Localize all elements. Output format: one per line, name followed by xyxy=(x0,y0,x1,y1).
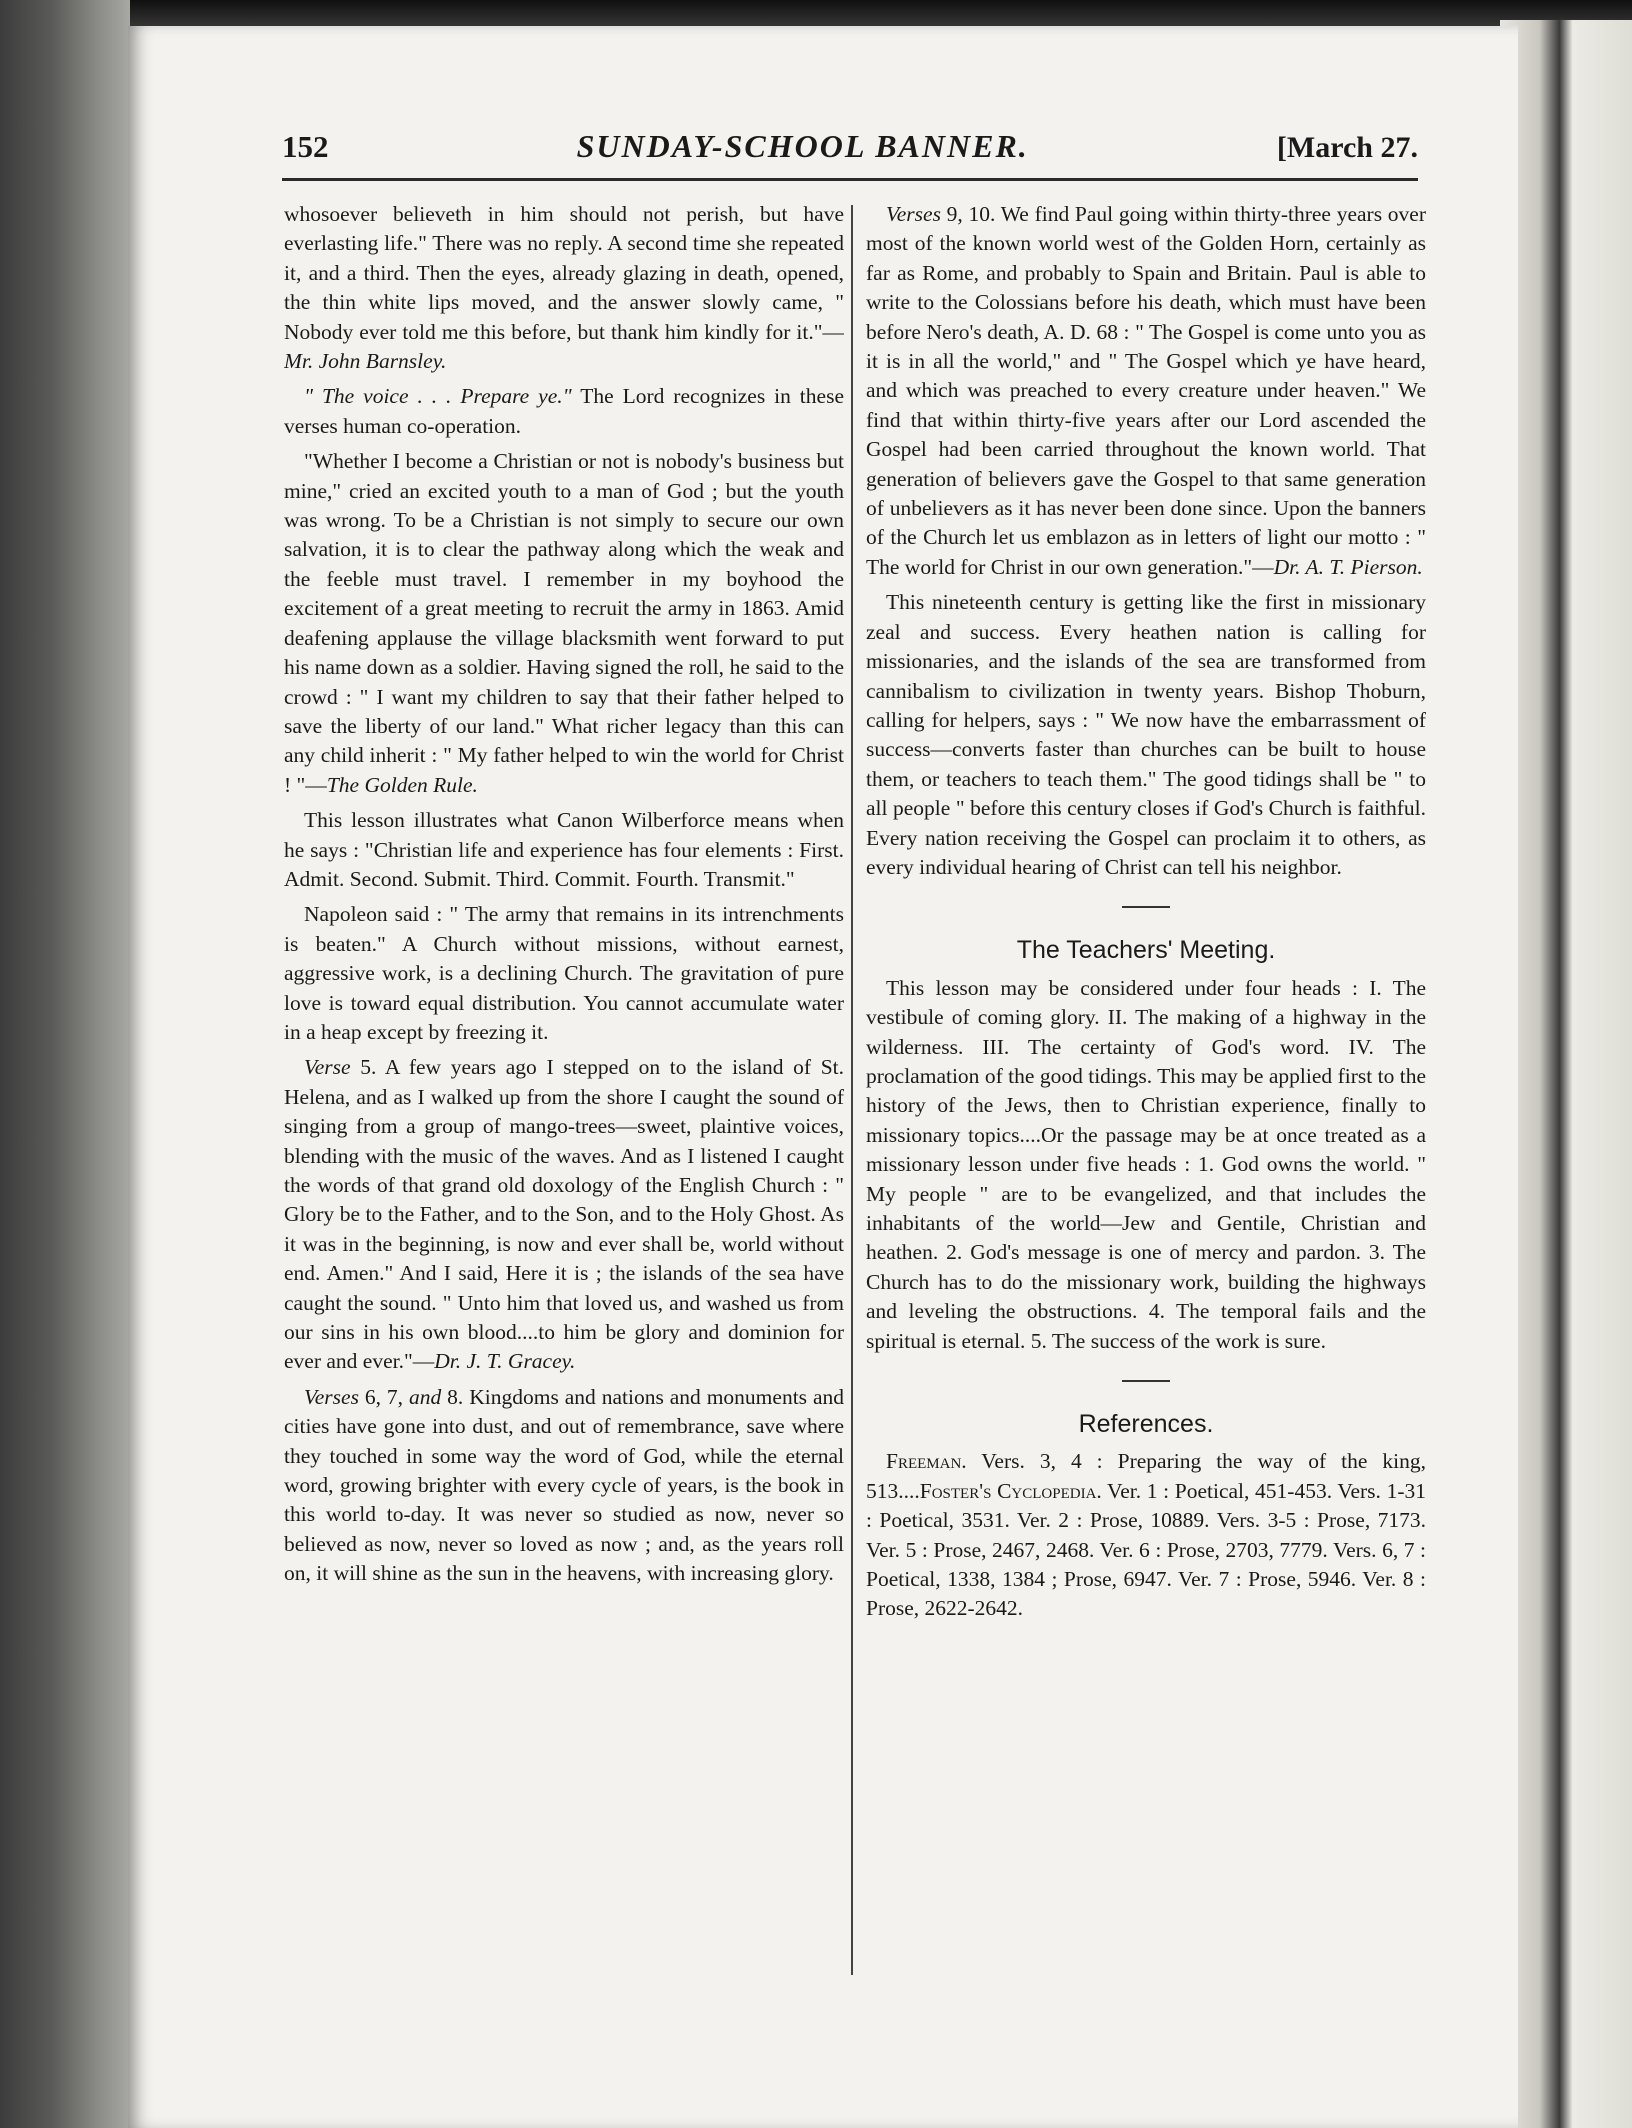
verse-label: Verses xyxy=(304,1384,359,1409)
references-paragraph: Freeman. Vers. 3, 4 : Preparing the way of the king, 513....Foster's Cyclopedia. Ver. 1 : Poetical, 451-453. Vers. 1-31 : Poetical, 3531. Ver. 2 : Prose, 10889. Vers. 3-5 : Prose, 7173. Ver. 5 : Prose, 2467, 2468. Ver. 6 : Prose, 2703, 7779. Vers. 6, 7 : Poetical, 1338, 1384 ; Prose, 6947. Ver. 7 : Prose, 5946. Ver. 8 : Prose, 2622-2642. xyxy=(866,1449,1426,1621)
citation: Dr. A. T. Pierson. xyxy=(1273,554,1423,579)
reference-source: Foster's Cyclopedia. xyxy=(919,1478,1102,1503)
issue-date: [March 27. xyxy=(1276,131,1418,164)
references-heading: References. xyxy=(1078,1410,1214,1439)
page-number: 152 xyxy=(282,129,329,164)
paragraph: This lesson illustrates what Canon Wilberforce means when he says : "Christian life and experience has four elements : First. Admit. Second. Submit. Third. Commit. Fourth. Transmit." xyxy=(284,808,844,891)
verse-label: Verse xyxy=(304,1055,351,1080)
page-header xyxy=(282,128,1418,174)
paragraph: Napoleon said : " The army that remains in its intrenchments is beaten." A Church without missions, without earnest, aggressive work, is a declining Church. The gravitation of pure love is toward equal distribution. You cannot accumulate water in a heap except by freezing it. xyxy=(284,902,844,1044)
book-binding-edge xyxy=(0,0,130,2128)
paragraph: Verses 6, 7, and 8. Kingdoms and nations and monuments and cities have gone into dust, and out of remembrance, save where they touched in some way the word of God, while the eternal word, growing brighter with every cycle of years, is the book in this world to-day. It was never so studied as now, never so believed as now, never so loved as now ; and, as the years roll on, it will shine as the sun in the heavens, with increasing glory. xyxy=(284,1384,844,1586)
paragraph: This lesson may be considered under four heads : I. The vestibule of coming glory. II. The making of a highway in the wilderness. III. The certainty of God's word. IV. The proclamation of the good tidings. This may be applied first to the history of the Jews, then to Christian experience, finally to missionary topics....Or the passage may be at once treated as a missionary lesson under five heads : 1. God owns the world. " My people " are to be evangelized, and that includes the inhabitants of the world—Jew and Gentile, Christian and heathen. 2. God's message is one of mercy and pardon. 3. The Church has to do the missionary work, building the highways and leveling the obstructions. 4. The temporal fails and the spiritual is eternal. 5. The success of the work is sure. xyxy=(866,975,1426,1353)
verse-label: Verses xyxy=(886,202,941,226)
citation: Dr. J. T. Gracey. xyxy=(434,1349,576,1374)
section-divider xyxy=(1122,1380,1170,1382)
header-rule xyxy=(282,178,1418,181)
page-stack-edge xyxy=(1500,20,1632,2128)
journal-title: SUNDAY-SCHOOL BANNER. xyxy=(576,128,1029,164)
teachers-meeting-heading: The Teachers' Meeting. xyxy=(1016,936,1276,965)
citation: Mr. John Barnsley. xyxy=(284,349,447,374)
paragraph: whosoever believeth in him should not perish, but have everlasting life." There was no reply. A second time she repeated it, and a third. Then the eyes, already glazing in death, opened, the thin white lips moved, and the answer slowly came, " Nobody ever told me this before, but thank him kindly for it."—Mr. John Barnsley. xyxy=(284,202,844,374)
left-column xyxy=(284,200,844,2000)
right-column xyxy=(866,200,1426,2000)
citation: The Golden Rule. xyxy=(326,772,478,797)
scripture-quote: " The voice . . . Prepare ye." xyxy=(304,384,572,409)
paragraph: "Whether I become a Christian or not is nobody's business but mine," cried an excited youth to a man of God ; but the youth was wrong. To be a Christian is not simply to secure our own salvation, it is to clear the pathway along which the weak and the feeble must travel. I remember in my boyhood the excitement of a great meeting to recruit the army in 1863. Amid deafening applause the village blacksmith went forward to put his name down as a soldier. Having signed the roll, he said to the crowd : " I want my children to say that their father helped to save the liberty of our land." What richer legacy than this can any child inherit : " My father helped to win the world for Christ ! "—The Golden Rule. xyxy=(284,449,844,797)
section-divider xyxy=(1122,906,1170,908)
column-separator xyxy=(851,205,853,1975)
paragraph: Verse 5. A few years ago I stepped on to the island of St. Helena, and as I walked up from the shore I caught the sound of singing from a group of mango-trees—sweet, plaintive voices, blending with the music of the waves. And as I listened I caught the words of that grand old doxology of the English Church : " Glory be to the Father, and to the Son, and to the Holy Ghost. As it was in the beginning, is now and ever shall be, world without end. Amen." And I said, Here it is ; the islands of the sea have caught the sound. " Unto him that loved us, and washed us from our sins in his own blood....to him be glory and dominion for ever and ever."—Dr. J. T. Gracey. xyxy=(284,1055,844,1374)
reference-source: Freeman. xyxy=(886,1449,967,1474)
paragraph: " The voice . . . Prepare ye." The Lord recognizes in these verses human co-operation. xyxy=(284,384,844,438)
paragraph: Verses 9, 10. We find Paul going within thirty-three years over most of the known world west of the Golden Horn, certainly as far as Rome, and probably to Spain and Britain. Paul is able to write to the Colossians before his death, which must have been before Nero's death, A. D. 68 : " The Gospel is come unto you as it is in all the world," and " The Gospel which ye have heard, and which was preached to every creature under heaven." We find that within thirty-five years after our Lord ascended the Gospel had been carried throughout the known world. That generation of believers gave the Gospel to that same generation of unbelievers as it has never been done since. Upon the banners of the Church let us emblazon as in letters of light our motto : " The world for Christ in our own generation."—Dr. A. T. Pierson. xyxy=(866,202,1426,579)
paragraph: This nineteenth century is getting like the first in missionary zeal and success. Every heathen nation is calling for missionaries, and the islands of the sea are transformed from cannibalism to civilization in twenty years. Bishop Thoburn, calling for helpers, says : " We now have the embarrassment of success—converts faster than churches can be built to house them, or teachers to teach them." The good tidings shall be " to all people " before this century closes if God's Church is faithful. Every nation receiving the Gospel can proclaim it to others, as every individual hearing of Christ can tell his neighbor. xyxy=(866,590,1426,879)
